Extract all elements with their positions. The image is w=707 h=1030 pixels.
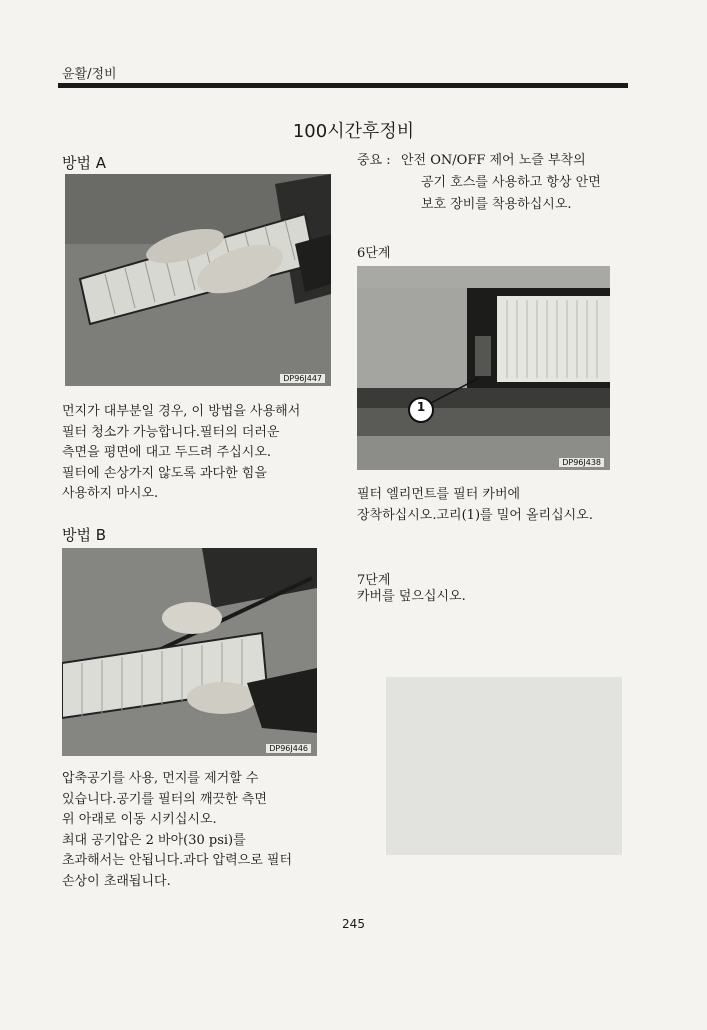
- method-a-photo: [65, 174, 331, 386]
- important-body: [401, 150, 601, 216]
- method-a-text: [62, 402, 300, 505]
- callout-number: 1: [416, 400, 426, 414]
- step-6-photo: [357, 266, 610, 470]
- method-b-illustration: [62, 548, 317, 756]
- important-label: 중요 :: [357, 153, 391, 168]
- text-line: 필터에 손상가지 않도록 과다한 힘을: [62, 465, 267, 481]
- text-line: 카버를 덮으십시오.: [357, 589, 466, 604]
- method-b-heading: 방법 B: [62, 526, 107, 544]
- step-6-heading: 6단계: [357, 246, 391, 261]
- show-through-image: [386, 677, 622, 855]
- text-line: 필터 엘리먼트를 필터 카버에: [357, 487, 521, 502]
- text-line: 공기 호스를 사용하고 항상 안면: [421, 175, 601, 190]
- step-7-heading: 7단계: [357, 573, 391, 588]
- method-a-heading: 방법 A: [62, 154, 107, 172]
- text-line: 장착하십시오.고리(1)를 밀어 올리십시오.: [357, 507, 593, 523]
- text-line: 안전 ON/OFF 제어 노즐 부착의: [401, 153, 586, 168]
- step-7-text: [357, 587, 466, 608]
- header-rule: [58, 83, 628, 88]
- text-line: 있습니다.공기를 필터의 깨끗한 측면: [62, 791, 267, 807]
- method-a-photo-code: DP96J447: [280, 374, 325, 383]
- method-a-illustration: [65, 174, 331, 386]
- text-line: 압축공기를 사용, 먼지를 제거할 수: [62, 771, 259, 786]
- page-number: 245: [342, 917, 365, 931]
- page-title: 100시간후정비: [292, 121, 415, 142]
- step-6-text: [357, 484, 593, 525]
- text-line: 사용하지 마시오.: [62, 486, 159, 501]
- text-line: 필터 청소가 가능합니다.필터의 더러운: [62, 424, 280, 440]
- text-line: 초과해서는 안됩니다.과다 압력으로 필터: [62, 853, 293, 868]
- text-line: 최대 공기압은 2 바아(30 psi)를: [62, 832, 246, 848]
- text-line: 보호 장비를 착용하십시오.: [421, 197, 572, 212]
- method-b-photo-code: DP96J446: [266, 744, 311, 753]
- running-header: 윤활/정비: [62, 67, 117, 82]
- text-line: 위 아래로 이동 시키십시오.: [62, 812, 217, 827]
- step-6-illustration: [357, 266, 610, 470]
- method-b-photo: [62, 548, 317, 756]
- text-line: 측면을 평면에 대고 두드려 주십시오.: [62, 445, 272, 460]
- text-line: 먼지가 대부분일 경우, 이 방법을 사용해서: [62, 404, 301, 419]
- text-line: 손상이 초래됩니다.: [62, 873, 171, 889]
- step-6-photo-code: DP96J438: [559, 458, 604, 467]
- method-b-text: [62, 769, 292, 892]
